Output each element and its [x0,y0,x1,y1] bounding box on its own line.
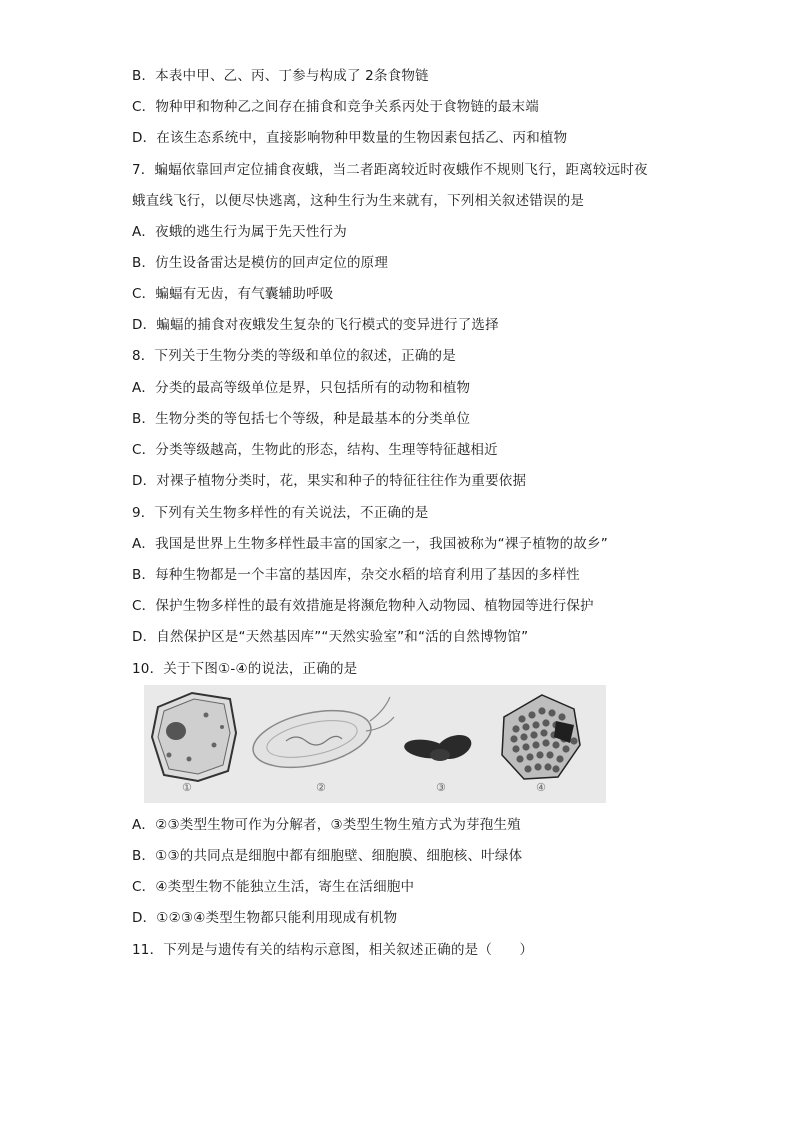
plant-cell-drawing [152,693,236,781]
question-7-stem: 7．蝙蝠依靠回声定位捕食夜蛾，当二者距离较近时夜蛾作不规则飞行，距离较远时夜 [132,162,648,178]
option-a: A．我国是世界上生物多样性最丰富的国家之一，我国被称为“裸子植物的故乡” [132,536,608,552]
figure-label-1: ① [182,781,192,794]
option-b: B．①③的共同点是细胞中都有细胞壁、细胞膜、细胞核、叶绿体 [132,848,523,864]
option-d: D．对裸子植物分类时，花，果实和种子的特征往往作为重要依据 [132,473,527,489]
question-11-stem: 11．下列是与遗传有关的结构示意图，相关叙述正确的是（ ） [132,942,534,958]
question-8-stem: 8．下列关于生物分类的等级和单位的叙述，正确的是 [132,348,456,364]
option-b: B．仿生设备雷达是模仿的回声定位的原理 [132,255,389,271]
text-line: B．本表中甲、乙、丙、丁参与构成了 2条食物链 [132,68,429,84]
option-c: C．④类型生物不能独立生活，寄生在活细胞中 [132,879,415,895]
option-c: C．保护生物多样性的最有效措施是将濒危物种入动物园、植物园等进行保护 [132,598,594,614]
question-7-stem-cont: 蛾直线飞行，以便尽快逃离，这种生行为生来就有，下列相关叙述错误的是 [132,193,585,209]
option-c: C．蝙蝠有无齿，有气囊辅助呼吸 [132,286,334,302]
bacterium-drawing [248,697,394,777]
figure-label-4: ④ [536,781,546,794]
fungus-drawing [403,731,475,764]
option-a: A．分类的最高等级单位是界，只包括所有的动物和植物 [132,380,471,396]
organism-figure [144,685,606,803]
figure-label-3: ③ [436,781,446,794]
option-d: D．自然保护区是“天然基因库”“天然实验室”和“活的自然博物馆” [132,629,529,645]
option-c: C．分类等级越高，生物此的形态，结构、生理等特征越相近 [132,442,498,458]
virus-drawing [502,695,580,779]
text-line: D．在该生态系统中，直接影响物种甲数量的生物因素包括乙、丙和植物 [132,130,568,146]
figure-label-2: ② [316,781,326,794]
option-d: D．蝙蝠的捕食对夜蛾发生复杂的飞行模式的变异进行了选择 [132,317,499,333]
text-line: C．物种甲和物种乙之间存在捕食和竞争关系丙处于食物链的最末端 [132,99,539,115]
question-10-stem: 10．关于下图①-④的说法，正确的是 [132,661,358,677]
option-b: B．每种生物都是一个丰富的基因库，杂交水稻的培育利用了基因的多样性 [132,567,580,583]
option-a: A．②③类型生物可作为分解者，③类型生物生殖方式为芽孢生殖 [132,817,521,833]
question-9-stem: 9．下列有关生物多样性的有关说法，不正确的是 [132,505,429,521]
option-d: D．①②③④类型生物都只能利用现成有机物 [132,910,398,926]
option-a: A．夜蛾的逃生行为属于先天性行为 [132,224,347,240]
option-b: B．生物分类的等包括七个等级，种是最基本的分类单位 [132,411,471,427]
